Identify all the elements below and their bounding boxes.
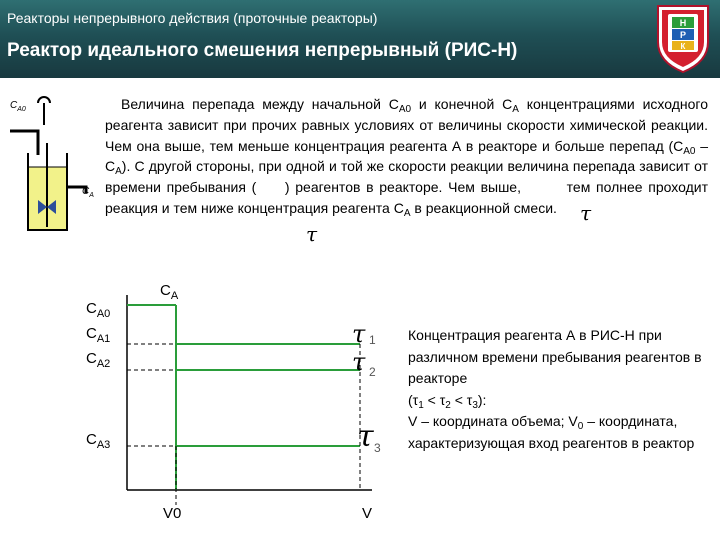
x-axis-label: V bbox=[362, 505, 373, 522]
level-label-ca2: $C_{A2}$ bbox=[86, 350, 111, 370]
tau-index-1: 1 bbox=[369, 333, 376, 347]
explanation-paragraph: Величина перепада между начальной $C_{A0}$ и конечной $C_A$ концентрациями исходного реагента зависит при прочих равных условиях от величины скорости химической реакции. Чем она выше, тем меньше концентрация реагента А в реакторе и больше перепад $(C_{A0} - C_A)$. С другой стороны, при одной и той же скорости реакции величина перепада зависит от времени пребывания ( ) реагентов в реакторе. Чем выше, тем полнее проходит реакция и тем ниже концентрация реагента $C_A$ в реакционной смеси. bbox=[105, 96, 708, 219]
level-label-ca3: $C_{A3}$ bbox=[86, 431, 111, 451]
level-label-ca1: $C_{A1}$ bbox=[86, 325, 111, 345]
slide-subtitle: Реакторы непрерывного действия (проточные реакторы) bbox=[7, 10, 378, 26]
tau-symbol-3: τ bbox=[357, 419, 374, 454]
tau-symbol-1: τ bbox=[352, 320, 366, 348]
tau-index-2: 2 bbox=[369, 365, 376, 379]
logo-letter: Н bbox=[679, 18, 687, 28]
logo-letter: К bbox=[680, 42, 686, 51]
graph-caption: Концентрация реагента А в РИС-Н при различном времени пребывания реагентов в реакторе $(\tau_1 < \tau_2 < \tau_3)$: V – координата объема; $V_0$ – координата, характеризующая вход реагентов в реактор bbox=[408, 327, 702, 451]
x-v0-label: V0 bbox=[163, 505, 182, 522]
level-label-ca0: $C_{A0}$ bbox=[86, 300, 111, 320]
tau-symbol-inline-1: τ bbox=[580, 201, 592, 225]
y-axis-label: $C_A$ bbox=[160, 282, 179, 302]
tank-concentration-label: $C_A$ bbox=[82, 186, 94, 199]
tau-index-3: 3 bbox=[374, 441, 381, 455]
slide-title: Реактор идеального смешения непрерывный (РИС-Н) bbox=[7, 40, 518, 61]
inlet-concentration-label: $C_{A0}$ bbox=[10, 100, 26, 113]
logo-letter: Р bbox=[679, 30, 687, 40]
tau-symbol-inline-2: τ bbox=[306, 222, 318, 246]
tau-symbol-2: τ bbox=[352, 348, 366, 376]
